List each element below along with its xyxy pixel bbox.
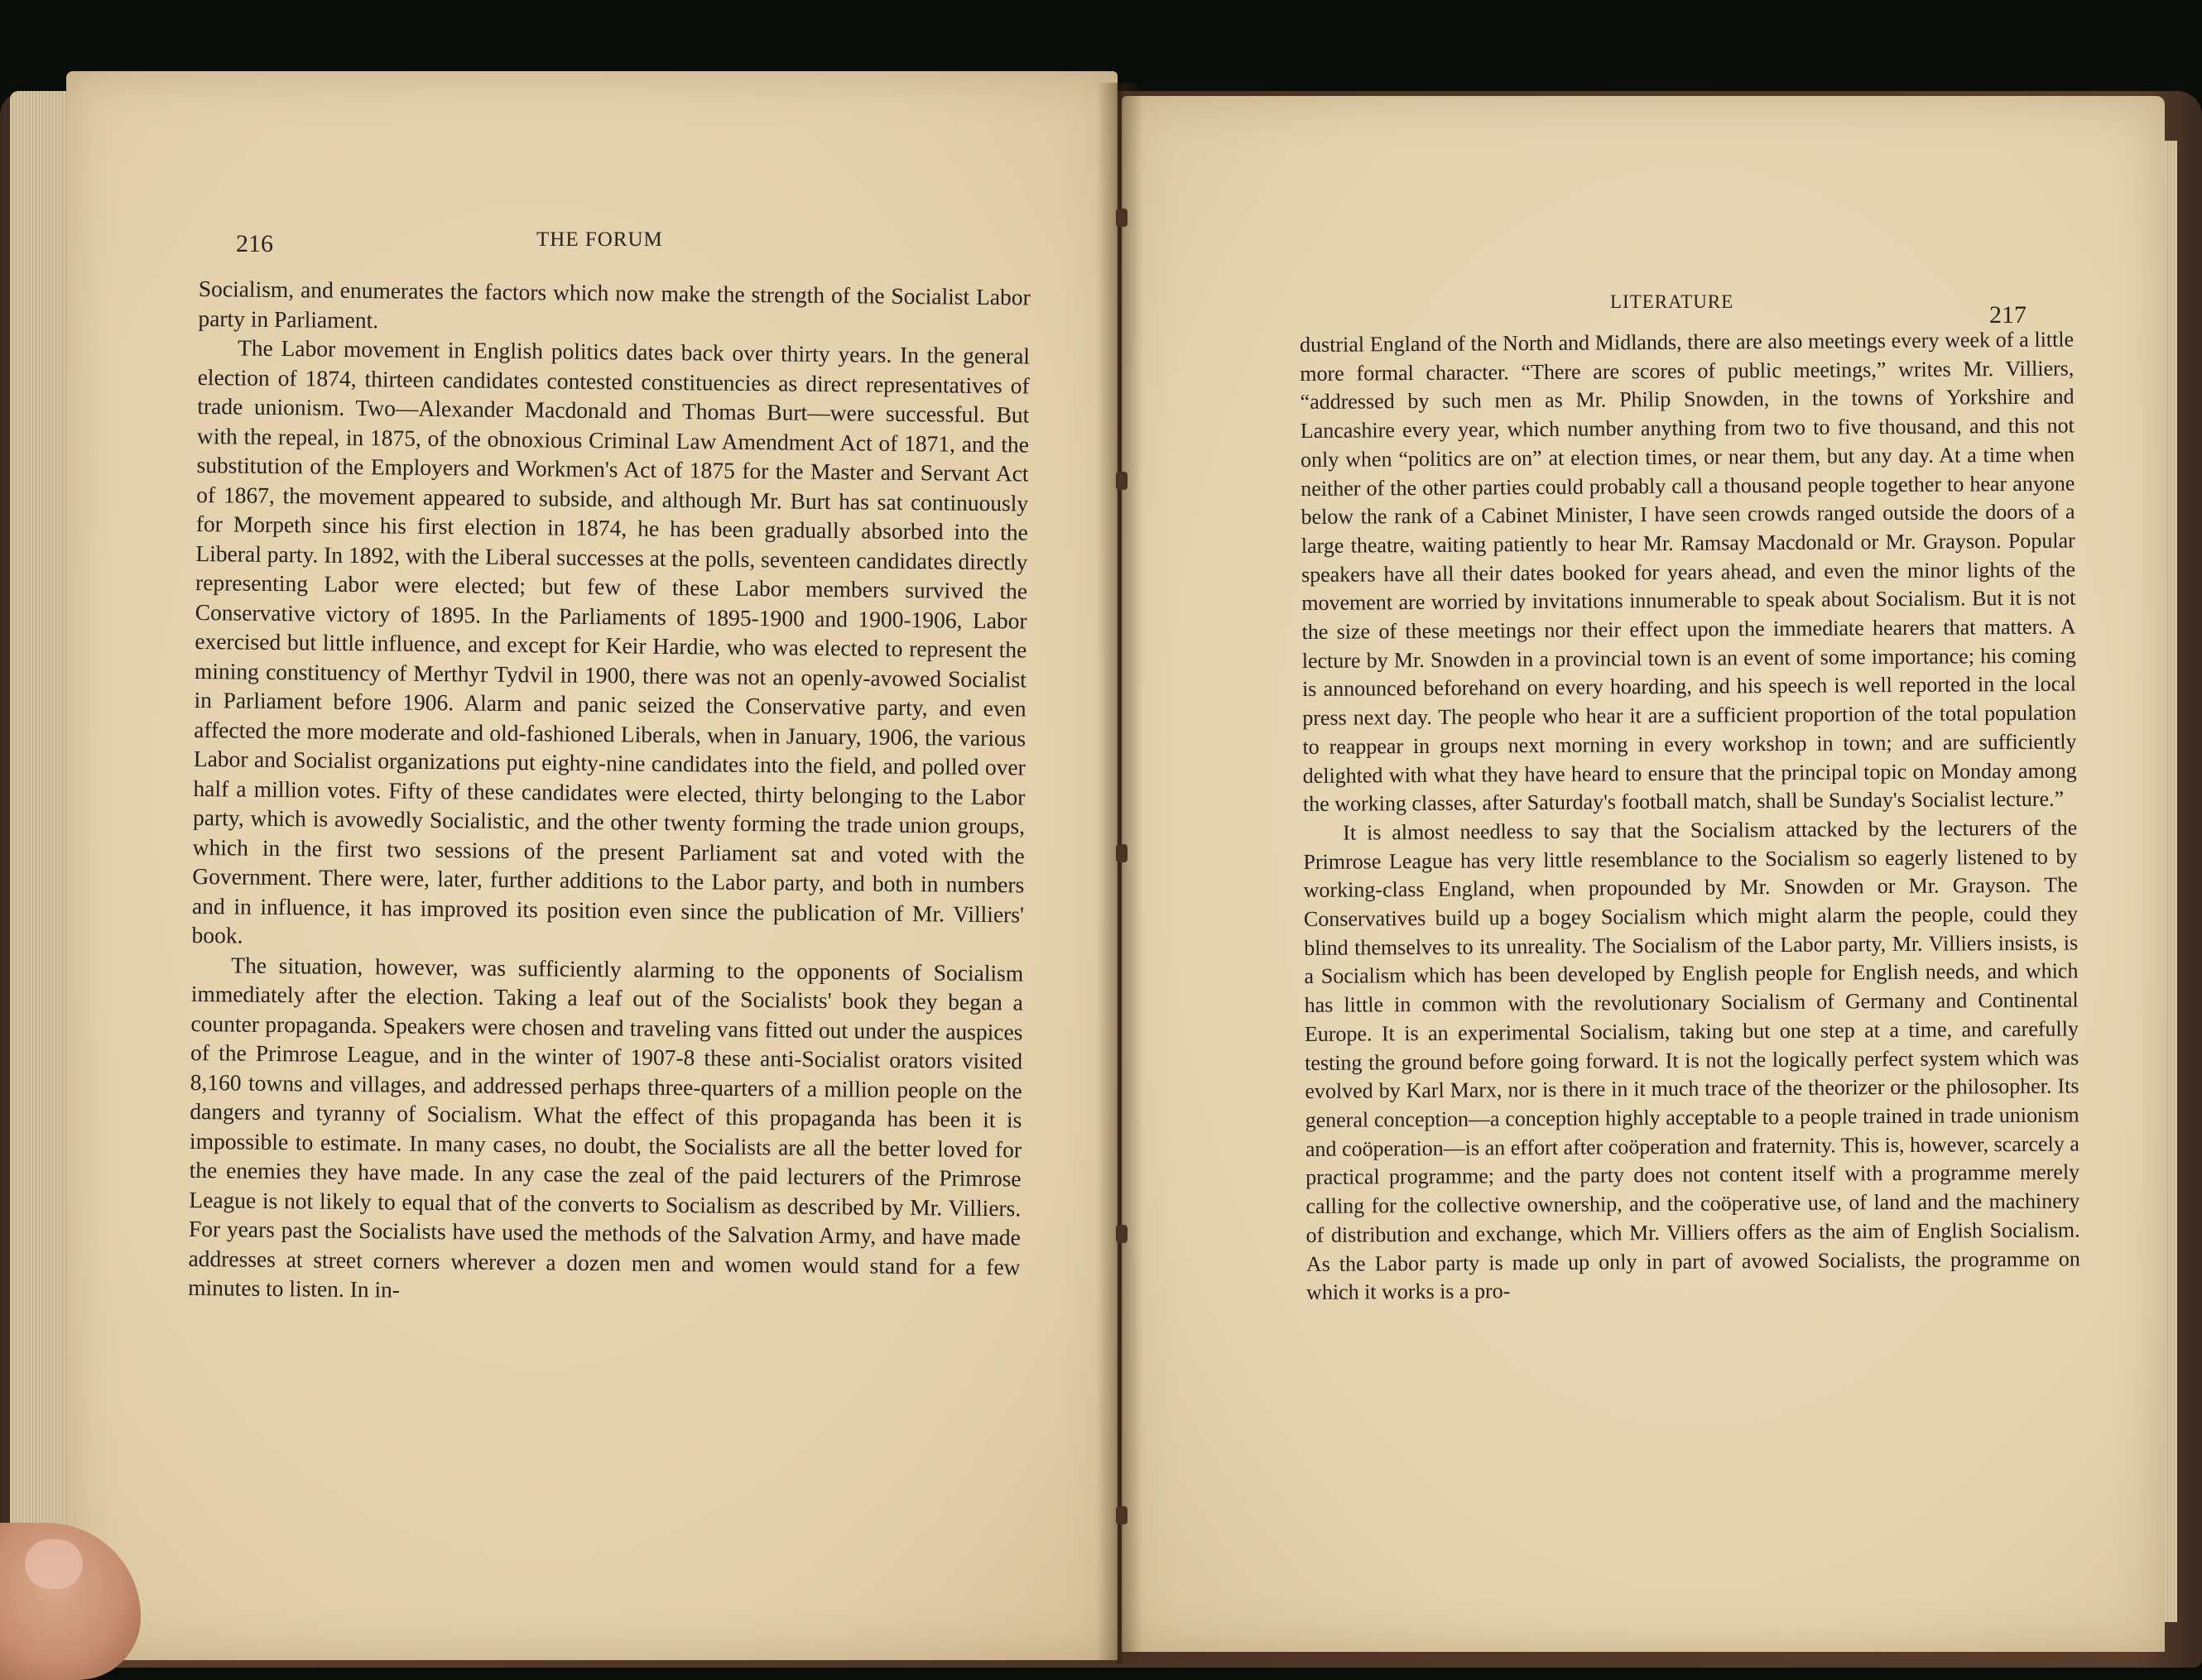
- right-page-number: 217: [1989, 301, 2027, 329]
- left-page-number: 216: [236, 230, 273, 257]
- left-running-head: THE FORUM: [536, 228, 663, 251]
- binding-stitch: [1116, 1506, 1127, 1524]
- book-gutter: [1097, 83, 1142, 1663]
- binding-stitch: [1116, 472, 1127, 490]
- left-paragraph-2: The Labor movement in English politics dates back over thirty years. In the general election of 1874, thirteen candidates contested constituencies as direct representatives of trade unionism. Two—Alexander Macdonald and Thomas Burt—were successful. But with the repeal, in 1875, of the obnoxious Criminal Law Amendment Act of 1871, and the substitution of the Employers and Workmen's Act of 1875 for the Master and Servant Act of 1867, the movement appeared to subside, and although Mr. Burt has sat continuously for Morpeth since his first election in 1874, he has been gradually absorbed into the Liberal party. In 1892, with the Liberal successes at the polls, seventeen candidates directly representing Labor were elected; but few of these Labor members survived the Conservative victory of 1895. In the Parliaments of 1895-1900 and 1900-1906, Labor exercised but little influence, and except for Keir Hardie, who was elected to represent the mining constituency of Merthyr Tydvil in 1900, there was not an openly-avowed Socialist in Parliament before 1906. Alarm and panic seized the Conservative party, and even affected the more moderate and old-fashioned Liberals, when in January, 1906, the various Labor and Socialist organizations put eighty-nine candidates into the field, and polled over half a million votes. Fifty of these candidates were elected, thirty belonging to the Labor party, which is avowedly Socialistic, and the other twenty forming the trade union groups, which in the first two sessions of the present Parliament sat and voted with the Government. There were, later, further additions to the Labor party, and both in numbers and in influence, it has improved its position even since the publication of Mr. Villiers' book.: [191, 334, 1031, 948]
- left-page: [66, 71, 1118, 1660]
- binding-stitch: [1116, 209, 1127, 227]
- open-book: [0, 66, 2202, 1668]
- right-paragraph-2: It is almost needless to say that the Socialism attacked by the lecturers of the Primrose League has very little resemblance to the Socialism so eagerly listened to by working-class England, when propounded by Mr. Snowden or Mr. Grayson. The Conservatives build up a bogey Socialism which might alarm the people, could they blind themselves to its unreality. The Socialism of the Labor party, Mr. Villiers insists, is a Socialism which has been developed by English people for English needs, and which has little in common with the revolutionary Socialism of Germany and Continental Europe. It is an experimental Socialism, taking but one step at a time, and carefully testing the ground before going forward. It is not the logically perfect system which was evolved by Karl Marx, nor is there in it much trace of the theorizer or the philosopher. Its general conception—a conception highly acceptable to a people trained in trade unionism and coöperation—is an effort after coöperation and fraternity. This is, however, scarcely a practical programme; and the party does not content itself with a programme merely calling for the collective ownership, and the coöperative use, of land and the machinery of distribution and exchange, which Mr. Villiers offers as the aim of English Socialism. As the Labor party is made up only in part of avowed Socialists, the programme on which it works is a pro-: [1303, 815, 2080, 1305]
- left-page-body: [188, 274, 1031, 1311]
- binding-stitch: [1116, 1225, 1127, 1243]
- thumb-nail: [25, 1539, 83, 1589]
- left-paragraph-1: Socialism, and enumerates the factors which now make the strength of the Socialist Labor party in Parliament.: [198, 275, 1031, 333]
- right-paragraph-1: dustrial England of the North and Midlands, there are also meetings every week of a little more formal character. “There are scores of public meetings,” writes Mr. Villiers, “addressed by such men as Mr. Philip Snowden, in the towns of Yorkshire and Lancashire every year, which number anything from two to five thousand, and this not only when “politics are on” at election times, or near them, but any day. At a time when neither of the other parties could probably call a thousand people together to hear anyone below the rank of a Cabinet Minister, I have seen crowds ranged outside the doors of a large theatre, waiting patiently to hear Mr. Ramsay Macdonald or Mr. Grayson. Popular speakers have all their dates booked for years ahead, and even the minor lights of the movement are worried by invitations innumerable to speak about Socialism. But it is not the size of these meetings nor their effect upon the immediate hearers that matters. A lecture by Mr. Snowden in a provincial town is an event of some importance; his coming is announced beforehand on every hoarding, and his speech is well reported in the local press next day. The people who hear it are a sufficient proportion of the total population to reappear in groups next morning in every workshop in town; and are sufficiently delighted with what they have heard to ensure that the principal topic on Monday among the working classes, after Saturday's football match, shall be Sunday's Socialist lecture.”: [1300, 327, 2077, 817]
- right-page: [1122, 96, 2165, 1652]
- binding-stitch: [1116, 844, 1127, 862]
- left-paragraph-3: The situation, however, was sufficiently alarming to the opponents of Socialism immediately after the election. Taking a leaf out of the Socialists' book they began a counter propaganda. Speakers were chosen and traveling vans fitted out under the auspices of the Primrose League, and in the winter of 1907-8 these anti-Socialist orators visited 8,160 towns and villages, and addressed perhaps three-quarters of a million people on the dangers and tyranny of Socialism. What the effect of this propaganda has been it is impossible to estimate. In many cases, no doubt, the Socialists are all the better loved for the enemies they have made. In any case the zeal of the paid lecturers of the Primrose League is not likely to equal that of the converts to Socialism as described by Mr. Villiers. For years past the Socialists have used the methods of the Salvation Army, and have made addresses at street corners wherever a dozen men and women would stand for a few minutes to listen. In in-: [188, 951, 1024, 1303]
- right-running-head: LITERATURE: [1610, 291, 1734, 312]
- right-page-body: [1300, 325, 2080, 1307]
